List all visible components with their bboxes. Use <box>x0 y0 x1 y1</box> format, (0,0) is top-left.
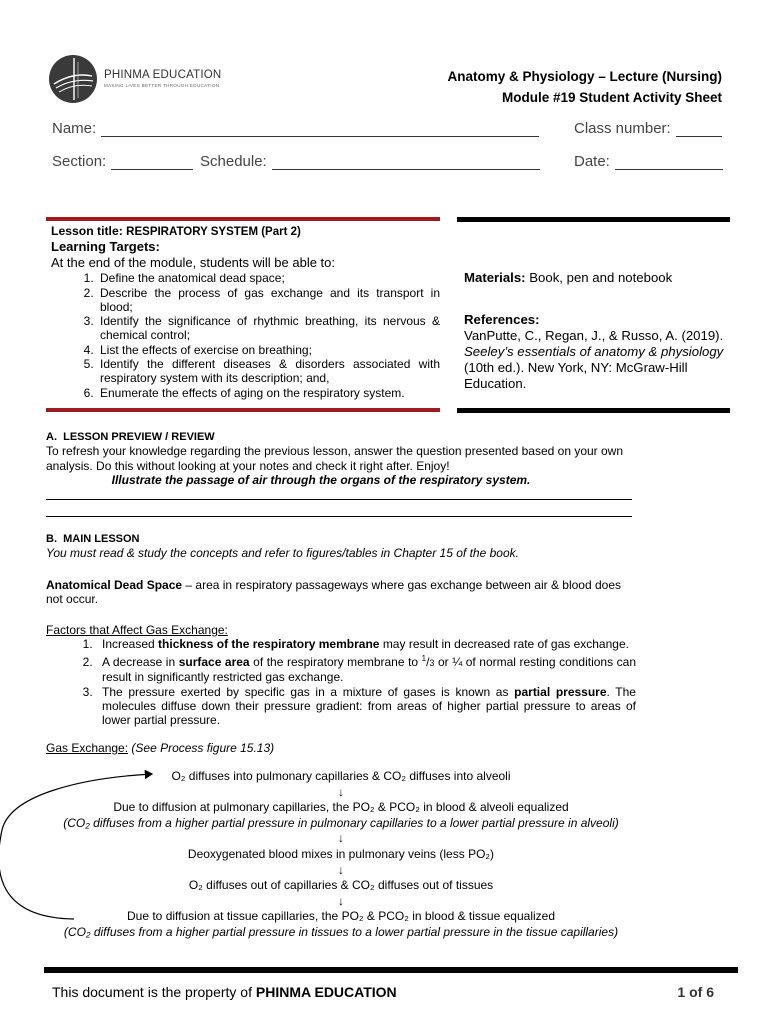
list-item: 6. Enumerate the effects of aging on the respiratory system. <box>97 386 440 400</box>
answer-line[interactable] <box>46 516 632 517</box>
materials-top-rule <box>457 217 730 222</box>
schedule-field[interactable] <box>200 153 540 170</box>
materials-references <box>464 270 726 392</box>
section-label: Section: <box>52 153 107 170</box>
preview-heading: A. LESSON PREVIEW / REVIEW <box>46 431 215 443</box>
down-arrow-icon: ↓ <box>338 831 344 846</box>
dead-space-text: – area in respiratory passageways where gas exchange between air & blood does not occur. <box>46 578 622 607</box>
list-item: 1. Define the anatomical dead space; <box>97 271 440 285</box>
lesson-bottom-rule <box>46 408 440 412</box>
flow-note: (CO₂ diffuses from a higher partial pressure in pulmonary capillaries to a lower partial pressure in alveoli) <box>63 815 619 830</box>
date-field[interactable] <box>574 153 723 170</box>
gas-exchange-heading: Gas Exchange: (See Process figure 15.13) <box>46 741 275 755</box>
reference-entry: VanPutte, C., Regan, J., & Russo, A. (2019). Seeley’s essentials of anatomy & physiology (10th ed.). New York, NY: McGraw-Hill Education. <box>464 328 724 391</box>
lesson-top-rule <box>46 217 440 221</box>
list-item: 3. The pressure exerted by specific gas in a mixture of gases is known as partial pressure. The molecules diffuse down their pressure gradient: from areas of higher partial pressure to areas of lower partial pressure. <box>96 685 636 728</box>
dead-space-term: Anatomical Dead Space <box>46 578 183 592</box>
course-title: Anatomy & Physiology – Lecture (Nursing) <box>447 69 722 84</box>
down-arrow-icon: ↓ <box>338 862 344 877</box>
answer-line[interactable] <box>46 499 632 500</box>
learning-targets-intro: At the end of the module, students will be able to: <box>51 255 336 271</box>
phinma-logo-icon <box>48 54 98 104</box>
schedule-blank[interactable] <box>272 155 540 170</box>
learning-targets-label: Learning Targets: <box>51 239 160 255</box>
org-tagline: MAKING LIVES BETTER THROUGH EDUCATION <box>104 83 220 88</box>
flow-step: O₂ diffuses into pulmonary capillaries & CO₂ diffuses into alveoli <box>171 769 511 783</box>
flow-step: Deoxygenated blood mixes in pulmonary veins (less PO₂) <box>187 846 495 861</box>
date-blank[interactable] <box>615 155 723 170</box>
gas-exchange-flow <box>46 769 636 941</box>
references-label: References: <box>464 312 540 327</box>
list-item: 4. List the effects of exercise on breathing; <box>97 343 440 357</box>
dead-space-definition <box>46 578 636 607</box>
materials-bottom-rule <box>457 408 730 413</box>
module-title: Module #19 Student Activity Sheet <box>501 90 722 105</box>
main-lesson-section <box>46 532 636 561</box>
factors-section <box>46 623 636 728</box>
footer-rule <box>44 967 738 973</box>
lesson-info <box>46 224 440 400</box>
footer-ownership: This document is the property of PHINMA EDUCATION <box>52 984 397 1000</box>
section-blank[interactable] <box>111 155 193 170</box>
preview-prompt: Illustrate the passage of air through the organs of the respiratory system. <box>111 473 531 488</box>
main-heading: B. MAIN LESSON <box>46 533 140 545</box>
flow-step: Due to diffusion at tissue capillaries, the PO₂ & PCO₂ in blood & tissue equalized <box>127 909 555 924</box>
document-title <box>447 66 722 108</box>
flow-note: (CO₂ diffuses from a higher partial pressure in tissues to a lower partial pressure in the tissue capillaries) <box>63 924 619 939</box>
list-item: 2. A decrease in surface area of the respiratory membrane to $^1$/3 or ¼ of normal resting conditions can result in significantly restricted gas exchange. <box>96 652 636 685</box>
class-number-blank[interactable] <box>676 122 722 137</box>
flow-step: Due to diffusion at pulmonary capillaries, the PO₂ & PCO₂ in blood & alveoli equalized <box>113 800 569 815</box>
section-field[interactable] <box>52 153 193 170</box>
lesson-title: Lesson title: RESPIRATORY SYSTEM (Part 2) <box>51 224 301 238</box>
schedule-label: Schedule: <box>200 153 267 170</box>
org-name: PHINMA EDUCATION <box>104 69 222 81</box>
date-label: Date: <box>574 153 610 170</box>
flow-step: O₂ diffuses out of capillaries & CO₂ diffuses out of tissues <box>188 878 494 893</box>
name-field[interactable] <box>52 120 539 137</box>
list-item: 3. Identify the significance of rhythmic breathing, its nervous & chemical control; <box>97 314 440 343</box>
class-number-label: Class number: <box>574 120 671 137</box>
one-third-fraction: $^1$/3 <box>421 653 435 669</box>
lesson-preview-section <box>46 430 636 488</box>
main-instruction: You must read & study the concepts and refer to figures/tables in Chapter 15 of the book. <box>46 546 519 561</box>
down-arrow-icon: ↓ <box>338 893 344 908</box>
list-item: 2. Describe the process of gas exchange and its transport in blood; <box>97 286 440 315</box>
page-number: 1 of 6 <box>677 984 714 1000</box>
name-blank[interactable] <box>101 122 539 137</box>
down-arrow-icon: ↓ <box>338 784 344 799</box>
list-item: 5. Identify the different diseases & disorders associated with respiratory system with its description; and, <box>97 357 440 386</box>
name-label: Name: <box>52 120 97 137</box>
materials: Materials: Book, pen and notebook <box>464 270 673 285</box>
factors-heading: Factors that Affect Gas Exchange: <box>46 623 228 637</box>
learning-targets-list <box>46 271 440 400</box>
list-item: 1. Increased thickness of the respiratory membrane may result in decreased rate of gas exchange. <box>96 637 636 651</box>
factors-list <box>46 637 636 727</box>
preview-text: To refresh your knowledge regarding the previous lesson, answer the question presented based on your own analysis. Do this without looking at your notes and check it right after. Enjoy! <box>46 444 624 473</box>
class-number-field[interactable] <box>574 120 722 137</box>
